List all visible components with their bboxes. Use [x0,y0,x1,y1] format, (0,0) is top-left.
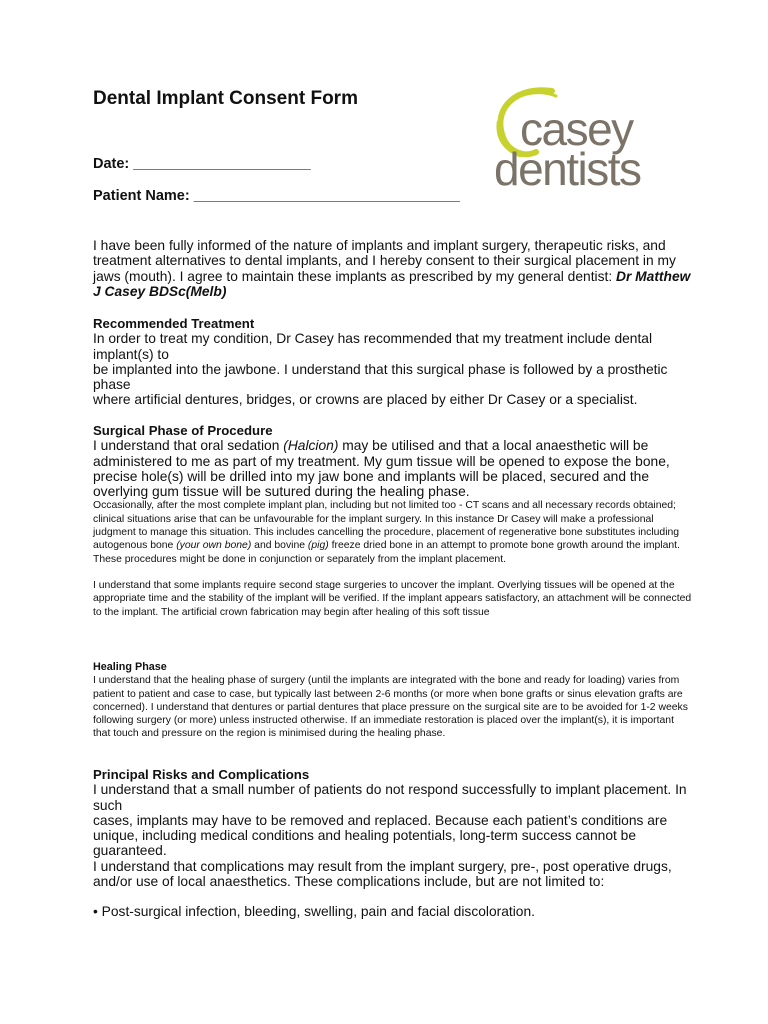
recommended-section [93,316,693,408]
surgical-p2-text-c: freeze dried bone in an attempt to promote bone growth around the implant. These procedures might be done in conjunction or separately from the implant placement. [93,540,680,565]
recommended-heading: Recommended Treatment [93,316,255,331]
surgical-section [93,423,693,619]
pig-note: (pig) [307,540,329,552]
casey-dentists-logo [490,82,690,197]
intro-paragraph [93,238,693,299]
logo-word-dentists: dentists [494,143,641,195]
risks-line-3: I understand that complications may result from the implant surgery, pre-, post operative drugs, and/or use of local anaesthetics. These complications include, but are not limited to: [93,858,672,890]
risks-bullet-1: • Post-surgical infection, bleeding, swelling, pain and facial discoloration. [93,904,535,920]
surgical-p1-text-a: I understand that oral sedation [93,438,284,454]
surgical-heading: Surgical Phase of Procedure [93,423,273,438]
halcion-note: (Halcion) [283,438,339,454]
dentist-name: Dr Matthew J Casey BDSc(Melb) [93,268,691,299]
healing-section [93,661,693,741]
intro-text: I have been fully informed of the nature of implants and implant surgery, therapeutic risks, and treatment alternatives to dental implants, and I hereby consent to their surgical placement in my jaws (mouth). I agree to maintain these implants as prescribed by my general dentist: [93,238,676,284]
healing-heading: Healing Phase [93,661,167,673]
surgical-p2-text-b: and bovine [251,540,308,552]
surgical-paragraph-3: I understand that some implants require second stage surgeries to uncover the implant. Overlying tissues will be opened at the appropriate time and the stability of the implant will be verified. If the implant appears satisfactory, an attachment will be connected to the implant. The artificial crown fabrication may begin after healing of this soft tissue [93,579,692,618]
risks-line-1: I understand that a small number of patients do not respond successfully to implant placement. In such [93,782,687,813]
date-field[interactable]: Date: ______________________ [93,156,311,172]
recommended-line-1: In order to treat my condition, Dr Casey has recommended that my treatment include dental implant(s) to [93,331,653,362]
form-title: Dental Implant Consent Form [93,88,358,109]
surgical-p2-text-a: Occasionally, after the most complete implant plan, including but not limited too - CT scans and all necessary records obtained; clinical situations arise that can be unfavourable for the implant surgery. In this instance Dr Casey will make a professional judgment to manage this situation. This includes cancelling the procedure, placement of regenerative bone substitutes including autogenous bone [93,500,680,552]
patient-name-field[interactable]: Patient Name: _________________________________ [93,188,460,204]
recommended-line-2: be implanted into the jawbone. I understand that this surgical phase is followed by a prosthetic phase [93,361,668,393]
surgical-p1-text-b: may be utilised and that a local anaesthetic will be administered to me as part of my treatment. My gum tissue will be opened to expose the bone, precise hole(s) will be drilled into my jaw bone and implants will be placed, secured and the overlying gum tissue will be sutured during the healing phase. [93,438,670,500]
surgical-paragraph-2 [93,499,693,565]
recommended-line-3: where artificial dentures, bridges, or crowns are placed by either Dr Casey or a specialist. [93,392,638,408]
logo-word-casey: casey [520,103,633,155]
intro-section [93,238,693,299]
risks-heading: Principal Risks and Complications [93,767,310,782]
risks-line-2: cases, implants may have to be removed and replaced. Because each patient’s conditions are unique, including medical conditions and healing potentials, long-term success cannot be guaranteed. [93,812,668,859]
own-bone-note: (your own bone) [176,540,252,552]
healing-paragraph: I understand that the healing phase of surgery (until the implants are integrated with the bone and ready for loading) varies from patient to patient and case to case, but typically last between 2-6 months (or more when bone grafts or sinus elevation grafts are concerned). I understand that dentures or partial dentures that place pressure on the surgical site are to be avoided for 1-2 weeks following surgery (or more) unless instructed otherwise. If an immediate restoration is placed over the implant(s), it is important that touch and pressure on the region is minimised during the healing phase. [93,675,688,740]
surgical-paragraph-1 [93,438,693,499]
risks-section [93,767,693,920]
